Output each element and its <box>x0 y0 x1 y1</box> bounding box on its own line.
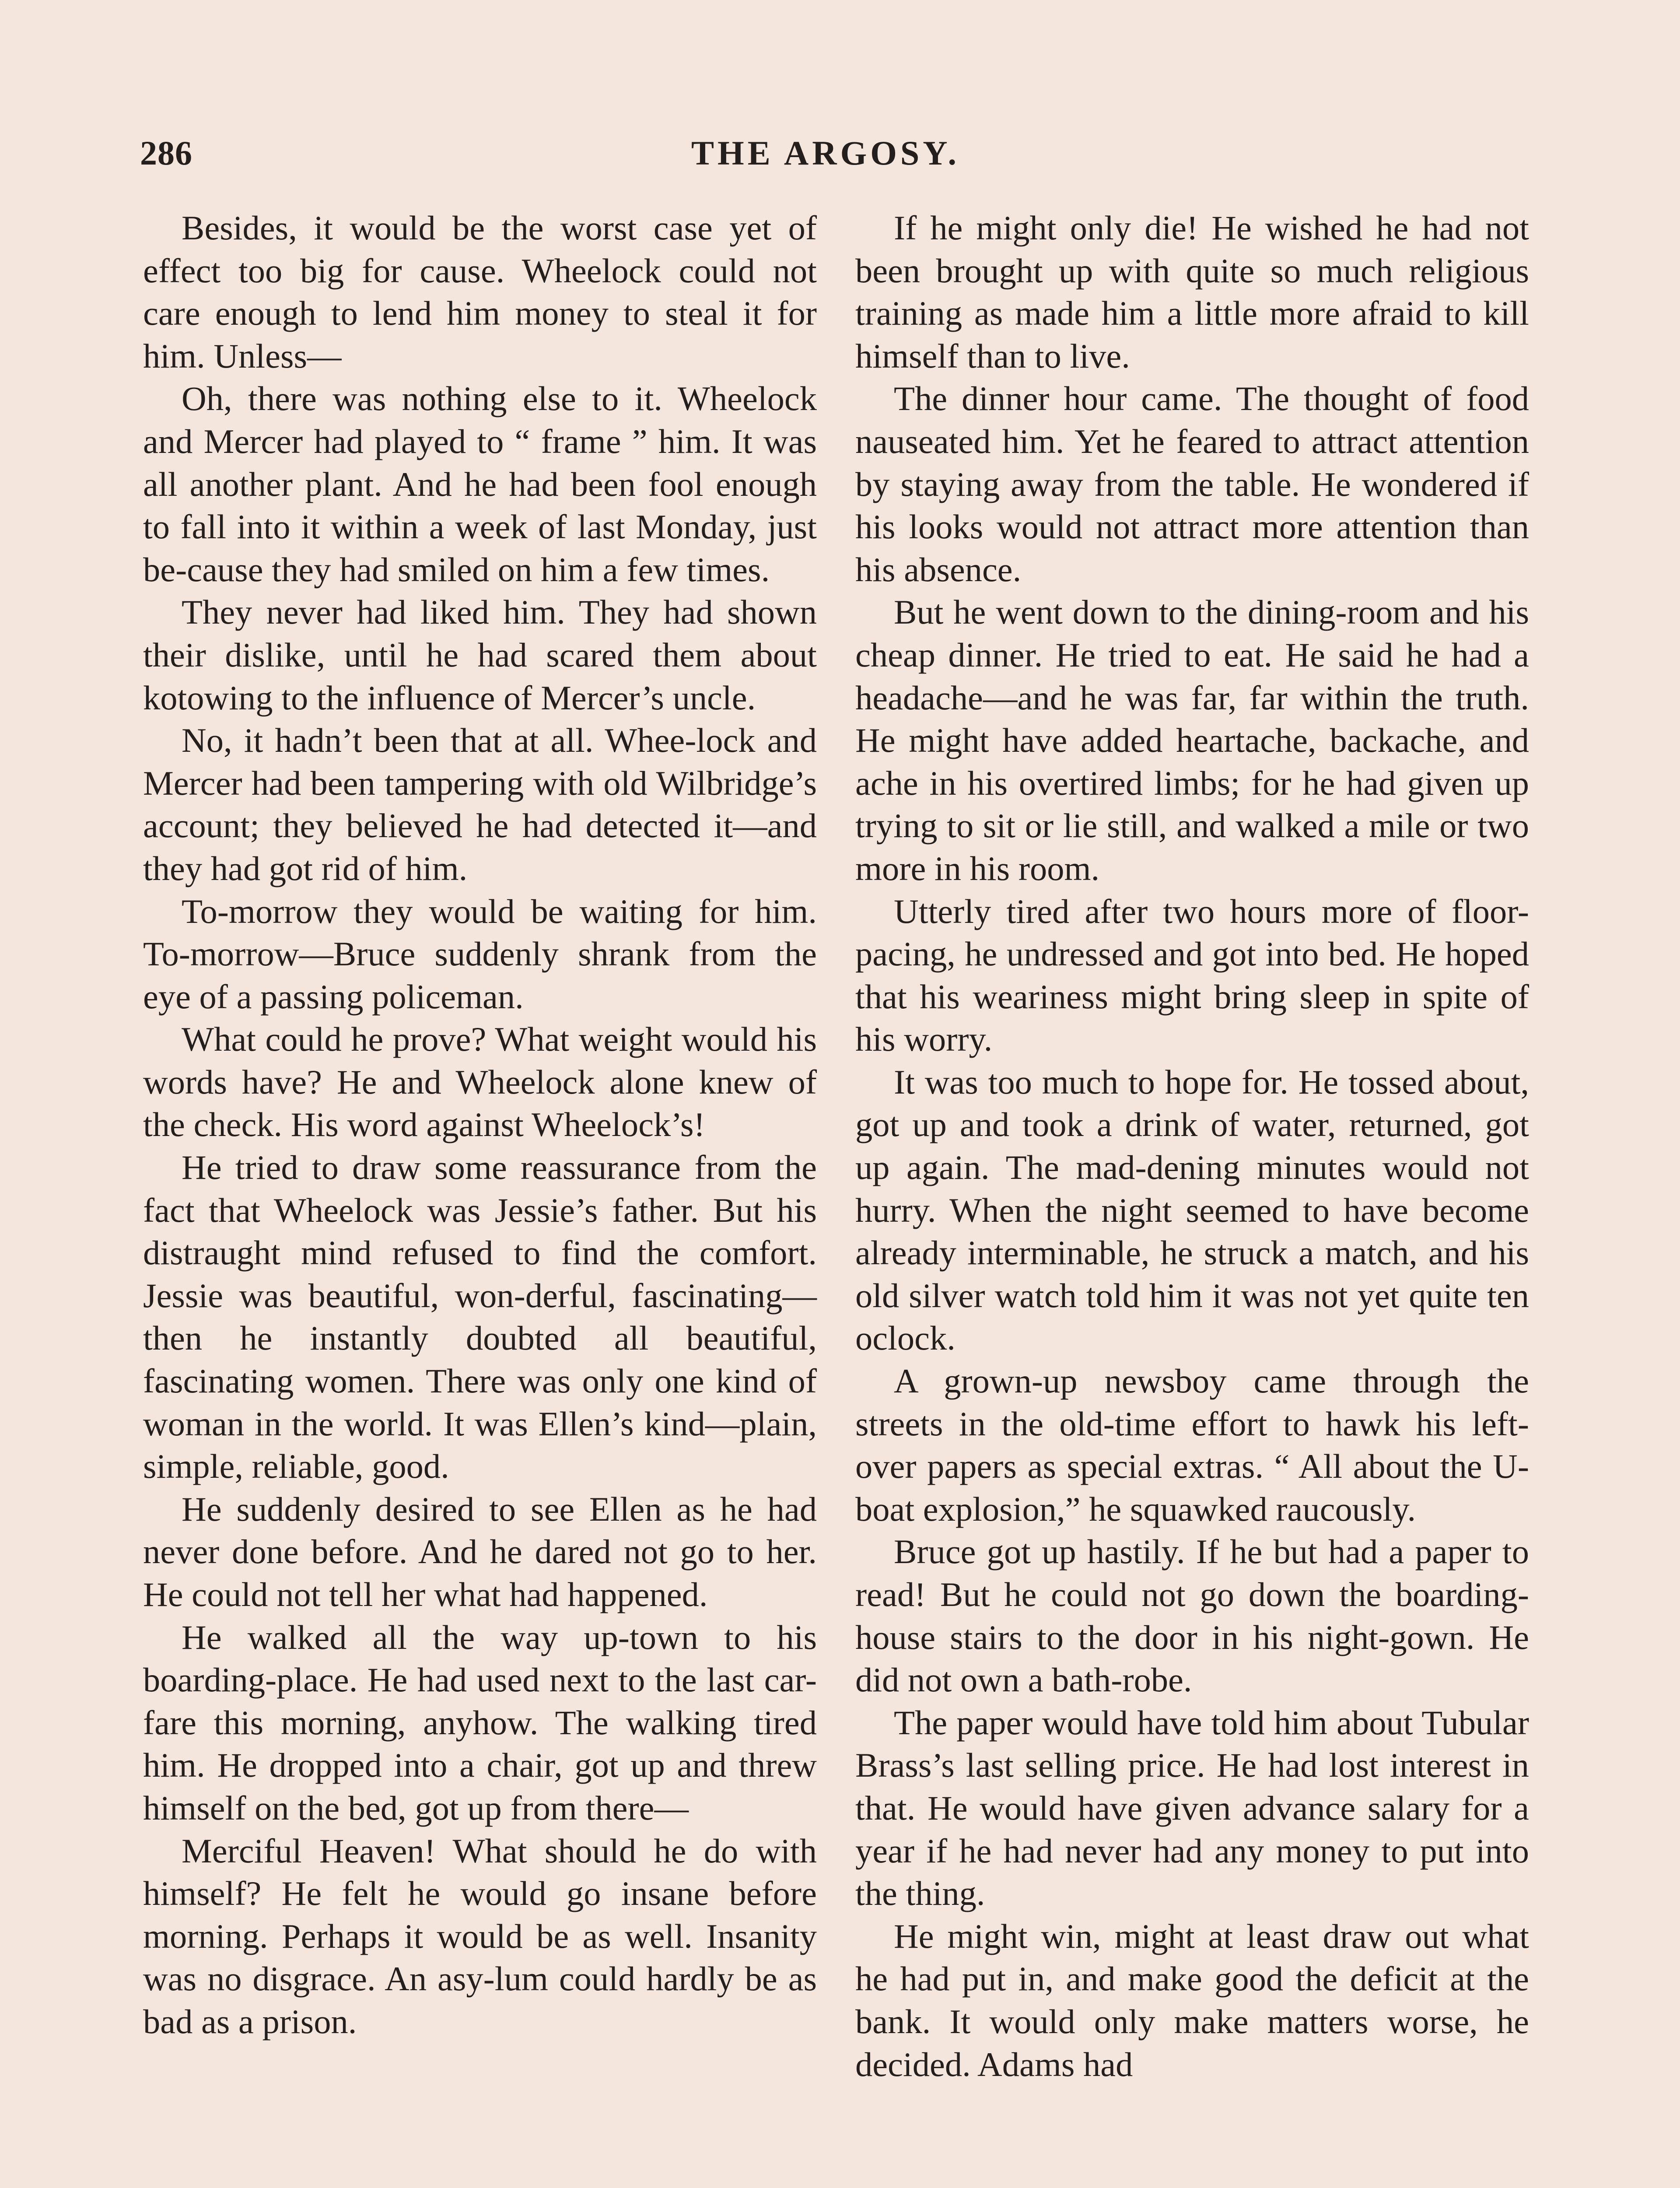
running-head: THE ARGOSY. <box>691 134 960 172</box>
paragraph: Utterly tired after two hours more of floor-pacing, he undressed and got into bed. He hoped that his weariness might bring sleep in spite of his worry. <box>855 892 1529 1059</box>
paragraph: The paper would have told him about Tubular Brass’s last selling price. He had lost interest in that. He would have given advance salary for a year if he had never had any money to put into the thing. <box>855 1703 1529 1913</box>
paragraph: He walked all the way up-town to his boarding-place. He had used next to the last car-fare this morning, anyhow. The walking tired him. He dropped into a chair, got up and threw himself on the bed, got up from there— <box>143 1618 817 1827</box>
paragraph: To-morrow they would be waiting for him. To-morrow—Bruce suddenly shrank from the eye of a passing policeman. <box>143 892 817 1016</box>
paragraph: What could he prove? What weight would his words have? He and Wheelock alone knew of the check. His word against Wheelock’s! <box>143 1020 817 1144</box>
paragraph: The dinner hour came. The thought of food nauseated him. Yet he feared to attract attention by staying away from the table. He wondered if his looks would not attract more attention than his absence. <box>855 379 1529 589</box>
paragraph: He suddenly desired to see Ellen as he had never done before. And he dared not go to her. He could not tell her what had happened. <box>143 1490 817 1613</box>
paragraph: Oh, there was nothing else to it. Wheelock and Mercer had played to “ frame ” him. It was all another plant. And he had been fool enough to fall into it within a week of last Monday, just be-cause they had smiled on him a few times. <box>143 379 817 589</box>
paragraph: A grown-up newsboy came through the streets in the old-time effort to hawk his left-over papers as special extras. “ All about the U-boat explosion,” he squawked raucously. <box>855 1362 1529 1528</box>
paragraph: No, it hadn’t been that at all. Whee-lock and Mercer had been tampering with old Wilbridge’s account; they believed he had detected it—and they had got rid of him. <box>143 721 817 887</box>
paragraph: But he went down to the dining-room and his cheap dinner. He tried to eat. He said he had a headache—and he was far, far within the truth. He might have added heartache, backache, and ache in his overtired limbs; for he had given up trying to sit or lie still, and walked a mile or two more in his room. <box>855 593 1529 887</box>
page-header <box>140 131 980 175</box>
page-number: 286 <box>140 134 192 172</box>
paragraph: Merciful Heaven! What should he do with himself? He felt he would go insane before morning. Perhaps it would be as well. Insanity was no disgrace. An asy-lum could hardly be as bad as a prison. <box>143 1831 817 2041</box>
paragraph: He tried to draw some reassurance from the fact that Wheelock was Jessie’s father. But his distraught mind refused to find the comfort. Jessie was beautiful, won-derful, fascinating—then he instantly doubted all beautiful, fascinating women. There was only one kind of woman in the world. It was Ellen’s kind—plain, simple, reliable, good. <box>143 1148 817 1486</box>
paragraph: It was too much to hope for. He tossed about, got up and took a drink of water, returned, got up again. The mad-dening minutes would not hurry. When the night seemed to have become already interminable, he struck a match, and his old silver watch told him it was not yet quite ten oclock. <box>855 1062 1529 1357</box>
right-column <box>855 207 1529 2086</box>
paragraph: If he might only die! He wished he had not been brought up with quite so much religious training as made him a little more afraid to kill himself than to live. <box>855 209 1529 375</box>
paragraph: They never had liked him. They had shown their dislike, until he had scared them about kotowing to the influence of Mercer’s uncle. <box>143 593 817 717</box>
paragraph: Bruce got up hastily. If he but had a paper to read! But he could not go down the boarding-house stairs to the door in his night-gown. He did not own a bath-robe. <box>855 1532 1529 1699</box>
paragraph: He might win, might at least draw out what he had put in, and make good the deficit at the bank. It would only make matters worse, he decided. Adams had <box>855 1917 1529 2083</box>
left-column <box>143 207 817 2043</box>
paragraph: Besides, it would be the worst case yet of effect too big for cause. Wheelock could not care enough to lend him money to steal it for him. Unless— <box>143 209 817 375</box>
